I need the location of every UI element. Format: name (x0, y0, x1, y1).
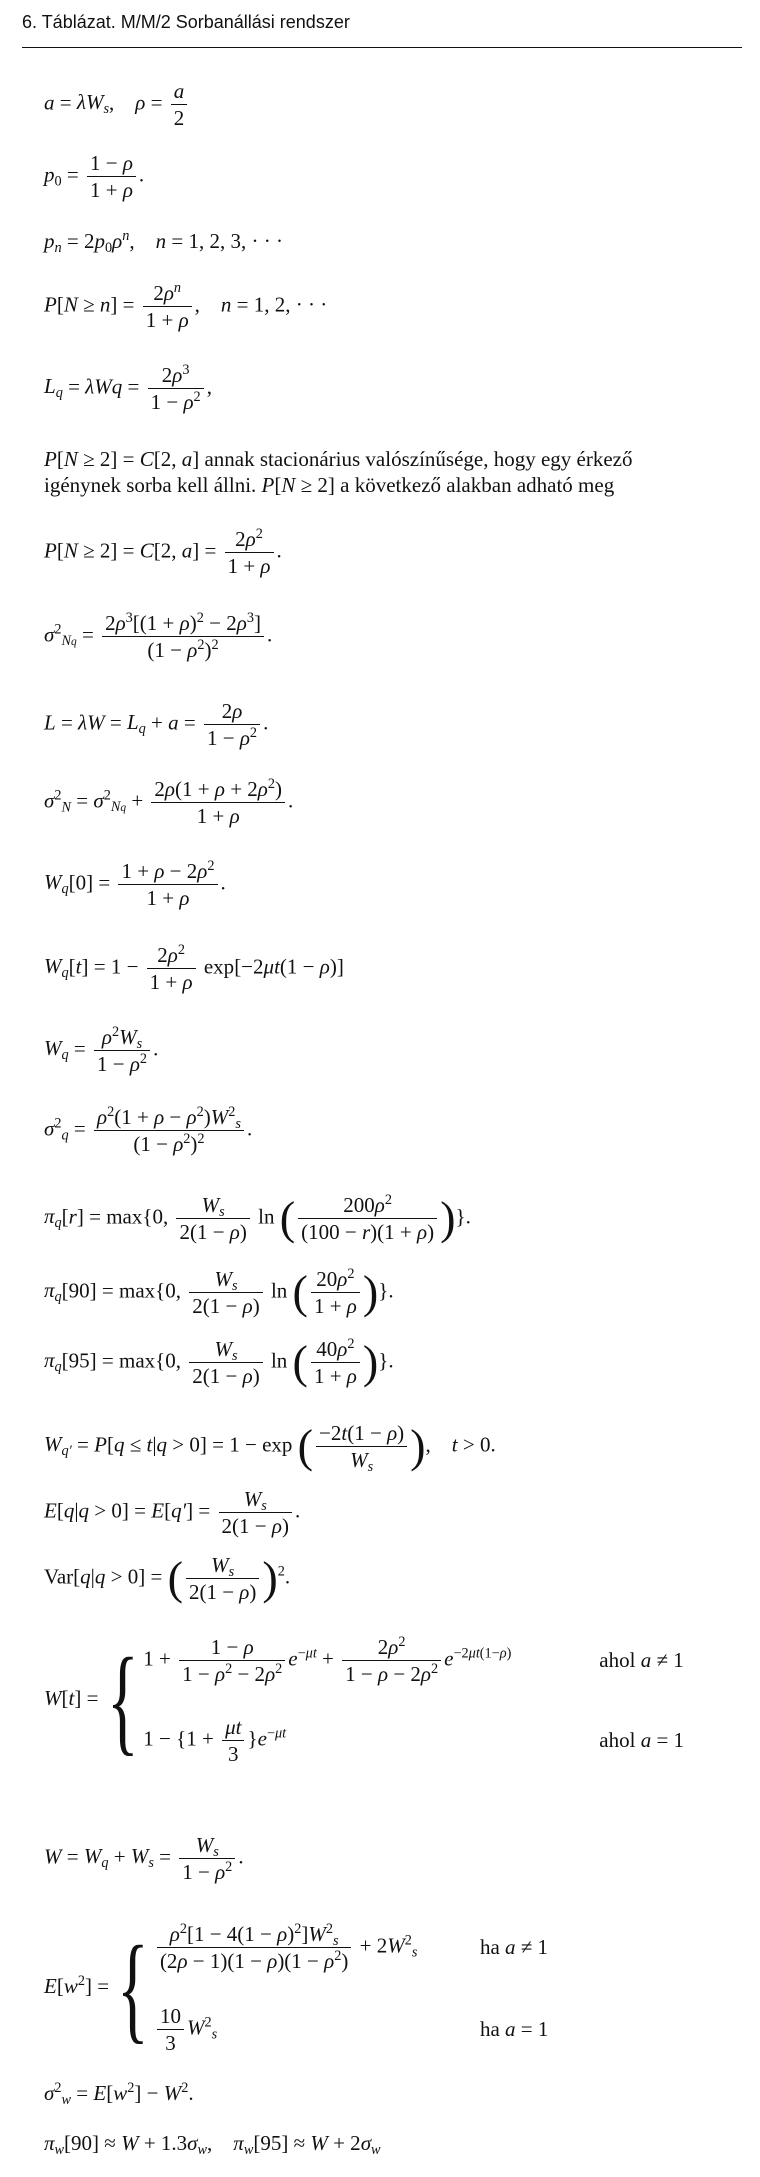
eq-var-w: $\sigma^2_w = E[w^2] - W^2$. (44, 2080, 194, 2108)
ha-label-1: ha (479, 1935, 500, 1959)
eq-erlang-c: P[N ≥ 2] = C[2, a] = $\frac{2\rho^2}{1 + \rho}$ . (44, 526, 282, 578)
para-line1: annak stacionárius valószínűsége, hogy egy érkező (204, 447, 633, 471)
title-rule (22, 47, 742, 48)
eq-l: $L = \lambda W = L_q + a$ = $\frac{2\rho}{1 - \rho^2}$ . (44, 699, 269, 750)
eq-ew2-cases: $E[w^2]$ = { $\frac{\rho^2[1 - 4(1 - \rho)^2]W^2_s}{(2\rho - 1)(1 - \rho)(1 - \rho^2)}$ + $2W^2_s$ ha a ≠ 1 $\frac{10}{3}$ $W^2_s$ ha a = 1 (44, 1920, 549, 2055)
para-line2b: a következő alakban adható meg (340, 473, 615, 497)
eq-prob-n-ge: P[N ≥ n] = $\frac{2\rho^n}{1 + \rho}$ , n = 1, 2, · · · (44, 280, 328, 332)
eq-pi-q-r: $\pi_q[r] = \max\{0$, $\frac{W_s}{2(1 - \rho)}$ ln ( $\frac{200\rho^2}{(100 - r)(1 + \rho)}$ )}. (44, 1192, 471, 1244)
var-label: Var (44, 1564, 74, 1589)
eq-wt-cases: W[t] = { 1 + $\frac{1 - \rho}{1 - \rho^2 - 2\rho^2}$ $e^{-\mu t}$ + $\frac{2\rho^2}{1 - \rho - 2\rho^2}$ $e^{-2\mu t(1-\rho)}$ ahol a ≠ 1 1 − {1 + $\frac{\mu t}{3}$ }$e^{-\mu t}$ ahol a = 1 (44, 1633, 685, 1766)
eq-pn: $p_n = 2p_0\rho^n$, n = 1, 2, 3, · · · (44, 228, 283, 256)
text-paragraph-erlang-c: P[N ≥ 2] = C[2, a] annak stacionárius valószínűsége, hogy egy érkező igénynek sorba kell állni. P[N ≥ 2] a következő alakban adható meg (44, 447, 633, 497)
exp-label: exp (203, 954, 235, 979)
eq-wq-prime: $W_{q'} = P[q \le t|q > 0] = 1 - \exp$ ( $\frac{-2t(1 - \rho)}{W_s}$ ), t > 0. (44, 1420, 496, 1475)
ln-label: ln (258, 1204, 275, 1229)
eq-expected-q: E[q|q > 0] = E[q′] = $\frac{W_s}{2(1 - \rho)}$ . (44, 1487, 301, 1538)
eq-traffic-intensity: $a = \lambda W_s$, ρ = $\frac{a}{2}$ (44, 78, 190, 131)
eq-var-n: $\sigma^2_N = \sigma^2_{Nq}$ + $\frac{2\rho(1 + \rho + 2\rho^2)}{1 + \rho}$ . (44, 776, 294, 828)
para-line2a: igénynek sorba kell állni. (44, 473, 257, 497)
max-label: max (106, 1204, 143, 1229)
eq-wqt: $W_q[t] = 1$ − $\frac{2\rho^2}{1 + \rho}$ exp[−2μt(1 − ρ)] (44, 942, 344, 994)
eq-var-q-cond: Var[q|q > 0] = ( $\frac{W_s}{2(1 - \rho)}$ )$^2$. (44, 1552, 291, 1604)
table-title: 6. Táblázat. M/M/2 Sorbanállási rendszer (22, 12, 350, 32)
eq-pi-q-95: $\pi_q[95] = \max\{0$, $\frac{W_s}{2(1 - \rho)}$ ln ( $\frac{40\rho^2}{1 + \rho}$ )}. (44, 1336, 394, 1388)
eq-var-nq: $\sigma^2_{Nq}$ = $\frac{2\rho^3[(1 + \rho)^2 - 2\rho^3]}{(1 - \rho^2)^2}$ . (44, 610, 273, 662)
ha-label-2: ha (479, 2017, 500, 2041)
eq-p0: $p_0$ = $\frac{1 - \rho}{1 + \rho}$ . (44, 151, 145, 202)
eq-pi-q-90: $\pi_q[90] = \max\{0$, $\frac{W_s}{2(1 - \rho)}$ ln ( $\frac{20\rho^2}{1 + \rho}$ )}. (44, 1266, 394, 1318)
eq-lq: $L_q = \lambda Wq$ = $\frac{2\rho^3}{1 - \rho^2}$ , (44, 362, 212, 414)
eq-w-total: $W = W_q + W_s$ = $\frac{W_s}{1 - \rho^2}$ . (44, 1833, 244, 1884)
ahol-label-1: ahol (599, 1648, 636, 1672)
eq-pi-w: $\pi_w[90] \approx W + 1.3\sigma_w$, $\pi_w[95] \approx W + 2\sigma_w$ (44, 2131, 381, 2158)
eq-var-q: $\sigma^2_q$ = $\frac{\rho^2(1 + \rho - \rho^2)W^2_s}{(1 - \rho^2)^2}$ . (44, 1104, 253, 1156)
ahol-label-2: ahol (599, 1728, 636, 1752)
eq-wq: $W_q$ = $\frac{\rho^2W_s}{1 - \rho^2}$ . (44, 1024, 159, 1076)
eq-wq0: $W_q[0]$ = $\frac{1 + \rho - 2\rho^2}{1 + \rho}$ . (44, 858, 226, 910)
